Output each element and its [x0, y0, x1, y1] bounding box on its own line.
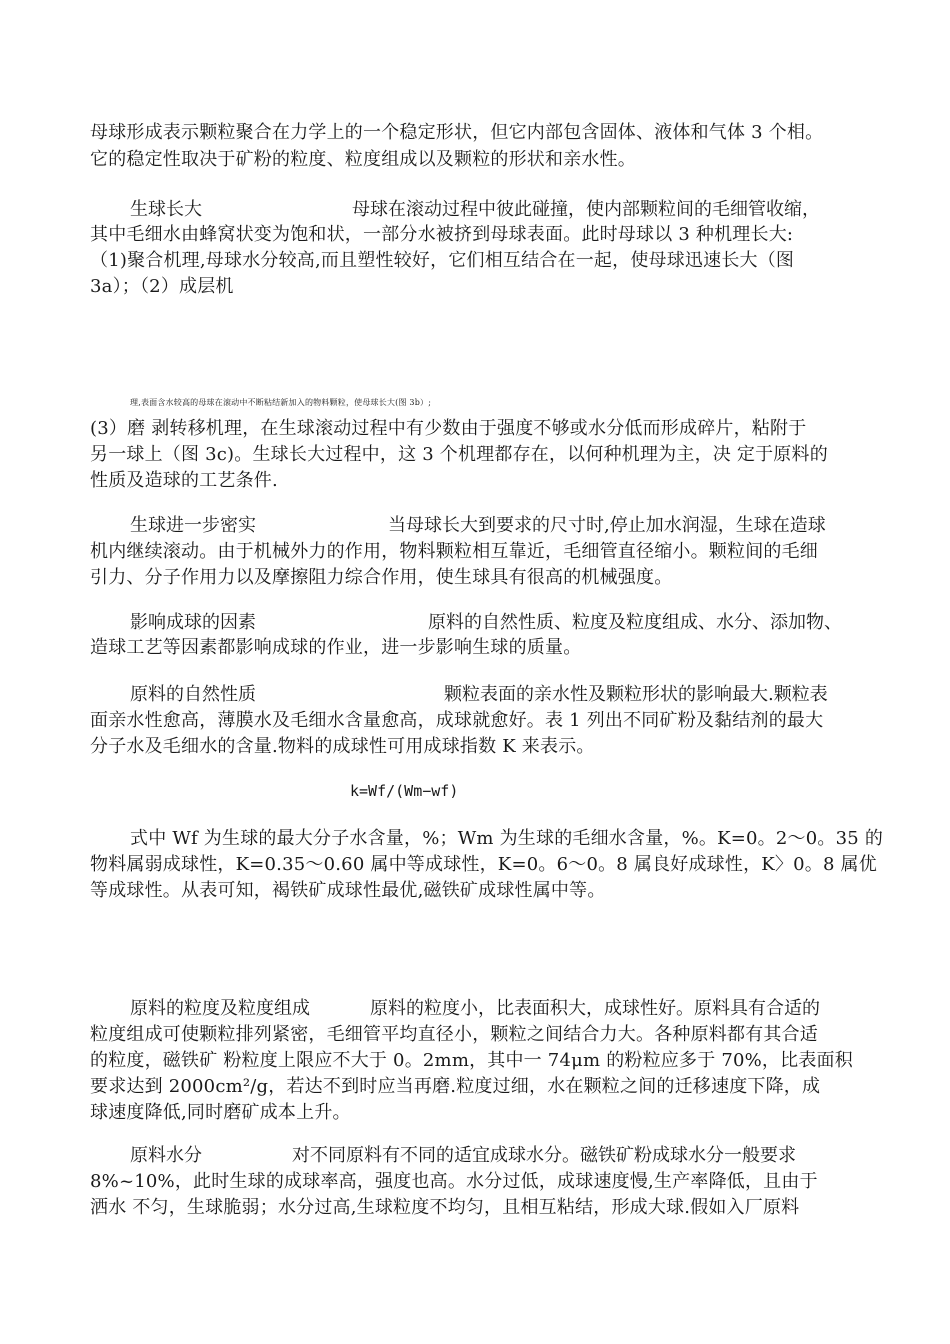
paragraph-6-line-1: 颗粒表面的亲水性及颗粒形状的影响最大.颗粒表 [444, 684, 828, 705]
paragraph-3-line-4: 性质及造球的工艺条件. [90, 470, 278, 491]
paragraph-7-line-2: 物料属弱成球性，K=0.35～0.60 属中等成球性，K=0。6～0。8 属良好成球性，K〉0。8 属优 [90, 854, 877, 875]
paragraph-6-line-3: 分子水及毛细水的含量.物料的成球性可用成球指数 K 来表示。 [90, 736, 595, 757]
paragraph-9-line-2: 8%~10%，此时生球的成球率高，强度也高。水分过低，成球速度慢,生产率降低，且由于 [90, 1171, 818, 1192]
paragraph-1-line-1: 母球形成表示颗粒聚合在力学上的一个稳定形状，但它内部包含固体、液体和气体 3 个相。 [90, 122, 824, 143]
paragraph-5-line-2: 造球工艺等因素都影响成球的作业，进一步影响生球的质量。 [90, 637, 582, 658]
paragraph-9-line-1: 对不同原料有不同的适宜成球水分。磁铁矿粉成球水分一般要求 [292, 1145, 796, 1166]
section-heading-moisture: 原料水分 [130, 1145, 202, 1166]
paragraph-7-line-1: 式中 Wf 为生球的最大分子水含量，%；Wm 为生球的毛细水含量，%。K=0。2～0。35 的 [130, 828, 884, 849]
paragraph-2-line-2: 其中毛细水由蜂窝状变为饱和状，一部分水被挤到母球表面。此时母球以 3 种机理长大: [90, 224, 794, 245]
paragraph-4-line-3: 引力、分子作用力以及摩擦阻力综合作用，使生球具有很高的机械强度。 [90, 567, 673, 588]
paragraph-3-line-3: 另一球上（图 3c)。生球长大过程中，这 3 个机理都存在，以何种机理为主，决 定于原料的 [90, 444, 828, 465]
paragraph-3-line-1: 理,表面含水较高的母球在滚动中不断粘结新加入的物料颗粒，使母球长大(图 3b）; [130, 398, 432, 407]
section-heading-particle-size: 原料的粒度及粒度组成 [130, 998, 310, 1019]
section-heading-green-ball-growth: 生球长大 [130, 199, 202, 220]
paragraph-8-line-3: 的粒度，磁铁矿 粉粒度上限应不大于 0。2mm，其中一 74μm 的粉粒应多于 70%，比表面积 [90, 1050, 853, 1071]
paragraph-2-line-1: 母球在滚动过程中彼此碰撞，使内部颗粒间的毛细管收缩， [352, 199, 820, 220]
section-heading-influencing-factors: 影响成球的因素 [130, 612, 256, 633]
paragraph-8-line-5: 球速度降低,同时磨矿成本上升。 [90, 1102, 351, 1123]
paragraph-9-line-3: 洒水 不匀，生球脆弱；水分过高,生球粒度不均匀，且相互粘结，形成大球.假如入厂原料 [90, 1197, 800, 1218]
paragraph-6-line-2: 面亲水性愈高，薄膜水及毛细水含量愈高，成球就愈好。表 1 列出不同矿粉及黏结剂的最大 [90, 710, 824, 731]
paragraph-5-line-1: 原料的自然性质、粒度及粒度组成、水分、添加物、 [428, 612, 842, 633]
paragraph-2-line-3: （1)聚合机理,母球水分较高,而且塑性较好，它们相互结合在一起，使母球迅速长大（图 [90, 250, 795, 271]
paragraph-8-line-4: 要求达到 2000cm²/g，若达不到时应当再磨.粒度过细，水在颗粒之间的迁移速度下降，成 [90, 1076, 821, 1097]
paragraph-2-line-4: 3a）；（2）成层机 [90, 276, 234, 297]
paragraph-7-line-3: 等成球性。从表可知，褐铁矿成球性最优,磁铁矿成球性属中等。 [90, 880, 606, 901]
formula-ball-index: k=Wf/(Wm−wf) [350, 782, 459, 800]
paragraph-8-line-1: 原料的粒度小，比表面积大，成球性好。原料具有合适的 [370, 998, 820, 1019]
section-heading-natural-properties: 原料的自然性质 [130, 684, 256, 705]
section-heading-densification: 生球进一步密实 [130, 515, 256, 536]
paragraph-8-line-2: 粒度组成可使颗粒排列紧密，毛细管平均直径小，颗粒之间结合力大。各种原料都有其合适 [90, 1024, 818, 1045]
paragraph-4-line-2: 机内继续滚动。由于机械外力的作用，物料颗粒相互靠近，毛细管直径缩小。颗粒间的毛细 [90, 541, 818, 562]
paragraph-1-line-2: 它的稳定性取决于矿粉的粒度、粒度组成以及颗粒的形状和亲水性。 [90, 149, 636, 170]
paragraph-4-line-1: 当母球长大到要求的尺寸时,停止加水润湿，生球在造球 [388, 515, 826, 536]
paragraph-3-line-2: (3）磨 剥转移机理，在生球滚动过程中有少数由于强度不够或水分低而形成碎片，粘附于 [90, 418, 807, 439]
